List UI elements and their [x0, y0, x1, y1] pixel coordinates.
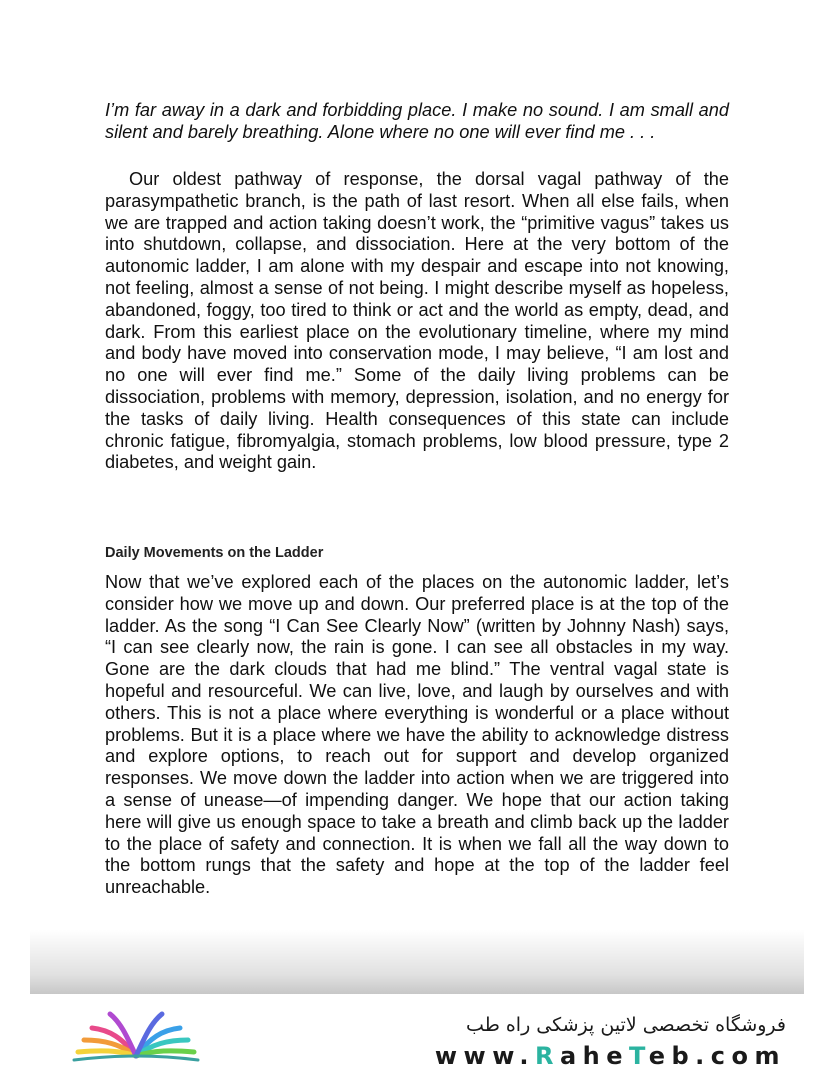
footer-store-name: فروشگاه تخصصی لاتین پزشکی راه طب — [466, 1014, 786, 1036]
url-prefix: www. — [434, 1042, 535, 1070]
page-bottom-shadow — [30, 930, 804, 994]
intro-italic-quote: I’m far away in a dark and forbidding place. I make no sound. I am small and silent and barely breathing. Alone where no one will ever find me . . . — [105, 100, 729, 142]
body-paragraph-daily-movements: Now that we’ve explored each of the places on the autonomic ladder, let’s consider how we move up and down. Our preferred place is at the top of the ladder. As the song “I Can See Clearly Now” (written by Johnny Nash) says, “I can see clearly now, the rain is gone. I can see all obstacles in my way. Gone are the dark clouds that had me blind.” The ventral vagal state is hopeful and resourceful. We can live, love, and laugh by ourselves and with others. This is not a place where everything is wonderful or a place without problems. But it is a place where we have the ability to acknowledge distress and explore options, to reach out for support and develop organized responses. We move down the ladder into action when we are triggered into a sense of unease—of impending danger. We hope that our action taking here will give us enough space to take a breath and climb back up the ladder to the place of safety and connection. It is when we fall all the way down to the bottom rungs that the safety and hope at the top of the ladder feel unreachable. — [105, 572, 729, 898]
open-book-rainbow-icon — [70, 1008, 202, 1068]
url-suffix: eb.com — [648, 1042, 786, 1070]
section-heading: Daily Movements on the Ladder — [105, 545, 324, 561]
body-paragraph-dorsal-vagal: Our oldest pathway of response, the dorsal vagal pathway of the parasympathetic branch, is the path of last resort. When all else fails, when we are trapped and action taking doesn’t work, the “primitive vagus” takes us into shutdown, collapse, and dissociation. Here at the very bottom of the autonomic ladder, I am alone with my despair and escape into not knowing, not feeling, almost a sense of not being. I might describe myself as hopeless, abandoned, foggy, too tired to think or act and the world as empty, dead, and dark. From this earliest place on the evolutionary timeline, where my mind and body have moved into conservation mode, I may believe, “I am lost and no one will ever find me.” Some of the daily living problems can be dissociation, problems with memory, depression, isolation, and no energy for the tasks of daily living. Health consequences of this state can include chronic fatigue, fibromyalgia, stomach problems, low blood pressure, type 2 diabetes, and weight gain. — [105, 169, 729, 473]
url-letter-t: T — [629, 1042, 649, 1070]
url-ahe: ahe — [559, 1042, 630, 1070]
footer-website-url[interactable] — [435, 1042, 786, 1070]
url-letter-r: R — [534, 1042, 560, 1070]
